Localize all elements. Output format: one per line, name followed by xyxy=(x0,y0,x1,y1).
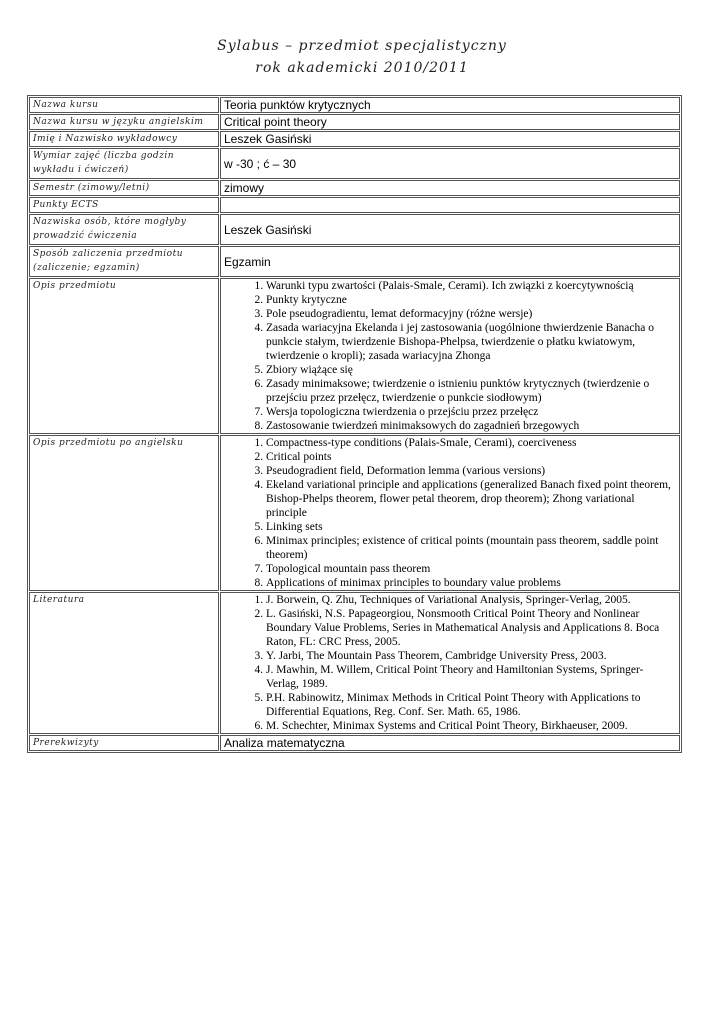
list-item: 5. P.H. Rabinowitz, Minimax Methods in Critical Point Theory with Applications to Differential Equations, Reg. Conf. Ser. Math. 65, 1986. xyxy=(266,691,676,719)
list-item: 4. Ekeland variational principle and applications (generalized Banach fixed point theorem, Bishop-Phelps theorem, flower petal theorem, drop theorem); Zhong variational principle xyxy=(266,478,676,520)
label-course-name-en: Nazwa kursu w języku angielskim xyxy=(29,114,219,130)
row-literature xyxy=(29,592,680,734)
label-tutors: Nazwiska osób, które mogłyby prowadzić ćwiczenia xyxy=(29,214,219,245)
label-semester: Semestr (zimowy/letni) xyxy=(29,180,219,196)
label-ects: Punkty ECTS xyxy=(29,197,219,213)
list-item: 1. J. Borwein, Q. Zhu, Techniques of Variational Analysis, Springer-Verlag, 2005. xyxy=(266,593,676,607)
list-item: 3. Pole pseudogradientu, lemat deformacyjny (różne wersje) xyxy=(266,307,676,321)
row-prerequisites xyxy=(29,735,680,751)
label-description: Opis przedmiotu xyxy=(29,278,219,434)
row-semester xyxy=(29,180,680,196)
row-description xyxy=(29,278,680,434)
value-semester: zimowy xyxy=(220,180,680,196)
value-prerequisites: Analiza matematyczna xyxy=(220,735,680,751)
value-course-name-en: Critical point theory xyxy=(220,114,680,130)
list-item: 7. Wersja topologiczna twierdzenia o przejściu przez przełęcz xyxy=(266,405,676,419)
row-assessment xyxy=(29,246,680,277)
description-list xyxy=(224,279,676,433)
list-item: 2. Punkty krytyczne xyxy=(266,293,676,307)
document-title: Sylabus – przedmiot specjalistyczny xyxy=(217,38,507,54)
row-hours xyxy=(29,148,680,179)
value-lecturer: Leszek Gasiński xyxy=(220,131,680,147)
row-lecturer xyxy=(29,131,680,147)
label-description-en: Opis przedmiotu po angielsku xyxy=(29,435,219,591)
list-item: 2. L. Gasiński, N.S. Papageorgiou, Nonsmooth Critical Point Theory and Nonlinear Boundary Value Problems, Series in Mathematical Analysis and Applications 8. Boca Raton, FL: CRC Press, 2005. xyxy=(266,607,676,649)
list-item: 7. Topological mountain pass theorem xyxy=(266,562,676,576)
list-item: 5. Zbiory wiążące się xyxy=(266,363,676,377)
literature-list xyxy=(224,593,676,733)
list-item: 2. Critical points xyxy=(266,450,676,464)
value-tutors: Leszek Gasiński xyxy=(220,214,680,245)
syllabus-table xyxy=(27,95,682,753)
list-item: 1. Warunki typu zwartości (Palais-Smale, Cerami). Ich związki z koercytywnością xyxy=(266,279,676,293)
value-description-en xyxy=(220,435,680,591)
list-item: 3. Y. Jarbi, The Mountain Pass Theorem, Cambridge University Press, 2003. xyxy=(266,649,676,663)
label-lecturer: Imię i Nazwisko wykładowcy xyxy=(29,131,219,147)
row-course-name xyxy=(29,97,680,113)
list-item: 3. Pseudogradient field, Deformation lemma (various versions) xyxy=(266,464,676,478)
value-hours: w -30 ; ć – 30 xyxy=(220,148,680,179)
list-item: 6. M. Schechter, Minimax Systems and Critical Point Theory, Birkhaeuser, 2009. xyxy=(266,719,676,733)
label-literature: Literatura xyxy=(29,592,219,734)
value-description xyxy=(220,278,680,434)
row-ects xyxy=(29,197,680,213)
label-assessment: Sposób zaliczenia przedmiotu (zaliczenie; egzamin) xyxy=(29,246,219,277)
description-en-list xyxy=(224,436,676,590)
academic-year: rok akademicki 2010/2011 xyxy=(255,60,469,76)
value-assessment: Egzamin xyxy=(220,246,680,277)
list-item: 6. Zasady minimaksowe; twierdzenie o istnieniu punktów krytycznych (twierdzenie o przejściu przez przełęcz, twierdzenie o punkcie siodłowym) xyxy=(266,377,676,405)
row-description-en xyxy=(29,435,680,591)
list-item: 8. Zastosowanie twierdzeń minimaksowych do zagadnień brzegowych xyxy=(266,419,676,433)
row-tutors xyxy=(29,214,680,245)
label-course-name: Nazwa kursu xyxy=(29,97,219,113)
list-item: 5. Linking sets xyxy=(266,520,676,534)
list-item: 6. Minimax principles; existence of critical points (mountain pass theorem, saddle point theorem) xyxy=(266,534,676,562)
list-item: 1. Compactness-type conditions (Palais-Smale, Cerami), coerciveness xyxy=(266,436,676,450)
value-course-name: Teoria punktów krytycznych xyxy=(220,97,680,113)
value-ects xyxy=(220,197,680,213)
row-course-name-en xyxy=(29,114,680,130)
label-prerequisites: Prerekwizyty xyxy=(29,735,219,751)
list-item: 4. J. Mawhin, M. Willem, Critical Point Theory and Hamiltonian Systems, Springer-Verlag, 1989. xyxy=(266,663,676,691)
value-literature xyxy=(220,592,680,734)
list-item: 4. Zasada wariacyjna Ekelanda i jej zastosowania (uogólnione thwierdzenie Banacha o punkcie stałym, twierdzenie Bishopa-Phelpsa, twierdzenie o płatku kwiatowym, twierdzenie o kropli); zasada wariacyjna Zhonga xyxy=(266,321,676,363)
label-hours: Wymiar zajęć (liczba godzin wykładu i ćwiczeń) xyxy=(29,148,219,179)
list-item: 8. Applications of minimax principles to boundary value problems xyxy=(266,576,676,590)
